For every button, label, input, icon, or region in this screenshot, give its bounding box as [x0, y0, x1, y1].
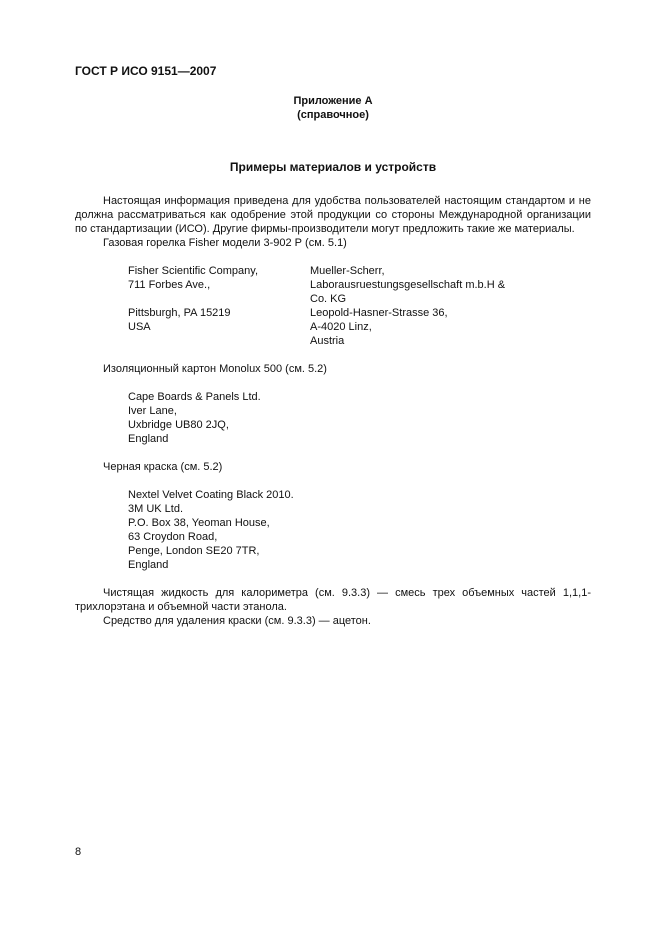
address-line: P.O. Box 38, Yeoman House, [128, 517, 270, 529]
page-number: 8 [75, 846, 82, 858]
address-row [128, 292, 591, 306]
address-line: England [128, 433, 169, 445]
board-address-block [128, 390, 591, 446]
section-title: Примеры материалов и устройств [229, 160, 437, 174]
paint-address-block [128, 488, 591, 572]
address-row [128, 264, 591, 278]
address-line-left: Pittsburgh, PA 15219 [128, 307, 231, 319]
paint-item-label: Черная краска (см. 5.2) [103, 461, 223, 473]
address-line: 63 Croydon Road, [128, 531, 218, 543]
address-line-right: Leopold-Hasner-Strasse 36, [310, 307, 448, 319]
address-row [128, 278, 591, 292]
appendix-subtitle: (справочное) [297, 109, 369, 121]
address-line: 3M UK Ltd. [128, 503, 184, 515]
address-line-left [128, 292, 310, 306]
address-line: Nextel Velvet Coating Black 2010. [128, 489, 294, 501]
address-line-right: Austria [310, 335, 345, 347]
intro-paragraph: Настоящая информация приведена для удобства пользователей настоящим стандартом и не должна рассматриваться как одобрение этой продукции со стороны Международной организации по стандартизации (ИСО). Другие фирмы-производители могут предложить такие же материалы. [75, 195, 591, 235]
burner-item-label: Газовая горелка Fisher модели 3-902 Р (см. 5.1) [103, 237, 347, 249]
address-line: England [128, 559, 169, 571]
appendix-heading [75, 94, 591, 122]
address-row [128, 306, 591, 320]
address-line-left: USA [128, 321, 151, 333]
address-line: Penge, London SE20 7TR, [128, 545, 260, 557]
address-line-right: Co. KG [310, 293, 347, 305]
address-line-right: Mueller-Scherr, [310, 265, 385, 277]
address-line-left: Fisher Scientific Company, [128, 265, 259, 277]
address-row [128, 320, 591, 334]
address-line: Uxbridge UB80 2JQ, [128, 419, 229, 431]
address-line-right: A-4020 Linz, [310, 321, 372, 333]
board-item-label: Изоляционный картон Monolux 500 (см. 5.2) [103, 363, 327, 375]
address-row [128, 334, 591, 348]
address-line-left [128, 334, 310, 348]
address-line: Cape Boards & Panels Ltd. [128, 391, 261, 403]
address-line: Iver Lane, [128, 405, 177, 417]
document-header: ГОСТ Р ИСО 9151—2007 [75, 64, 217, 78]
cleaning-fluid-paragraph: Чистящая жидкость для калориметра (см. 9.3.3) — смесь трех объемных частей 1,1,1-трихлорэтана и объемной части этанола. [75, 587, 591, 613]
address-line-right: Laborausruestungsgesellschaft m.b.H & [310, 279, 506, 291]
address-line-left: 711 Forbes Ave., [128, 279, 211, 291]
paint-remover-paragraph: Средство для удаления краски (см. 9.3.3) — ацетон. [103, 615, 371, 627]
burner-address-block [128, 264, 591, 348]
appendix-title: Приложение А [293, 95, 373, 107]
